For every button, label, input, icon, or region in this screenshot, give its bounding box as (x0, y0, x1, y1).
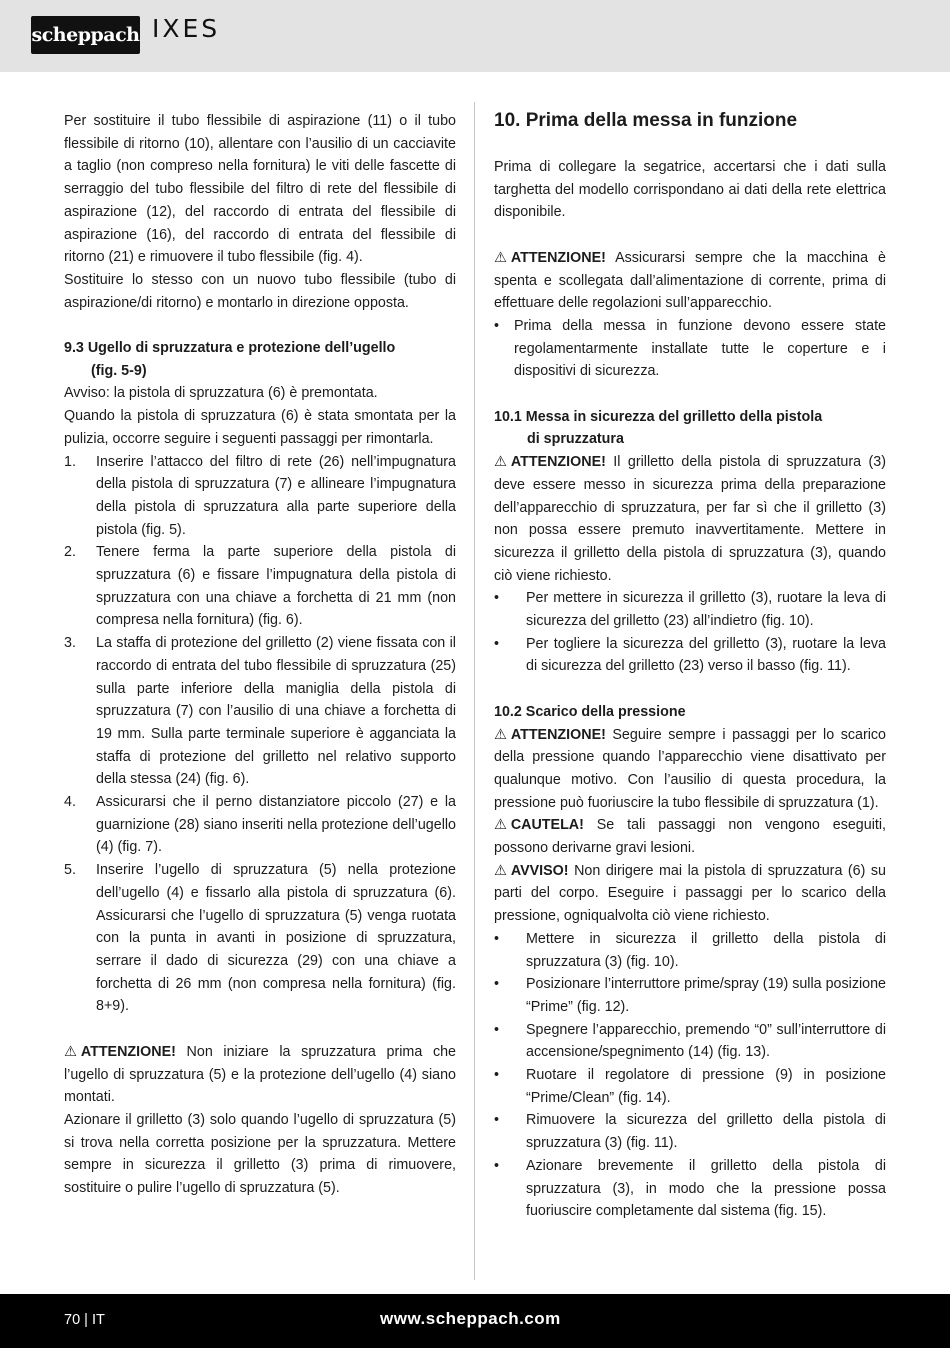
avviso-text: Non dirigere mai la pistola di spruzzatura (6) su parti del corpo. Eseguire i passaggi per lo scarico della pressione, ogniqualvolta ciò viene richiesto. (494, 862, 886, 925)
warning-text: Assicurarsi sempre che la macchina è spenta e scollegata dall’alimentazione di corrente, prima di effettuare delle regolazioni sull’apparecchio. (494, 249, 886, 312)
bullet: • (494, 976, 500, 993)
warning-label: ATTENZIONE! (510, 249, 606, 266)
list-item (494, 928, 886, 973)
step-number: 3. (64, 635, 76, 652)
paragraph-reassembly: Quando la pistola di spruzzatura (6) è stata smontata per la pulizia, occorre seguire i seguenti passaggi per rimontarla. (64, 408, 456, 447)
warning-label: ATTENZIONE! (510, 454, 606, 471)
list-item-text: Mettere in sicurezza il grilletto della pistola di spruzzatura (3) (fig. 10). (526, 930, 886, 970)
warning-icon: ⚠ (494, 249, 507, 266)
paragraph-notice: Avviso: la pistola di spruzzatura (6) è premontata. (64, 385, 378, 402)
numbered-steps (64, 451, 456, 1019)
step-number: 4. (64, 794, 76, 811)
warning-text: Il grilletto della pistola di spruzzatura (3) deve essere messo in sicurezza prima della preparazione dell’apparecchio di spruzzatura, per far sì che il grilletto (3) non possa essere premuto inavvertitamente. Mettere in sicurezza il grilletto della pistola di spruzzatura (3), quando ciò viene richiesto. (494, 454, 886, 584)
step-number: 1. (64, 453, 76, 470)
section-heading-10-2: 10.2 Scarico della pressione (494, 703, 686, 720)
list-item-text: Azionare brevemente il grilletto della pistola di spruzzatura (3), in modo che la pressione possa fuoriuscire completamente dal sistema (fig. 15). (526, 1157, 886, 1220)
list-item-text: Posizionare l’interruttore prime/spray (19) sulla posizione “Prime” (fig. 12). (526, 976, 886, 1015)
ixes-logo: IXES (152, 14, 221, 43)
list-item (494, 1109, 886, 1154)
list-item (494, 1019, 886, 1064)
step-number: 2. (64, 544, 76, 561)
bullet: • (494, 1067, 500, 1084)
right-column (494, 110, 886, 1223)
step-text: Inserire l’ugello di spruzzatura (5) nella protezione dell’ugello (4) e fissarlo alla pistola di spruzzatura (6). Assicurarsi che l’ugello di spruzzatura (5) venga ruotata con la punta in avanti in posizione di spruzzatura, serrare il dado di sicurezza (29) con una chiave a forchetta di 26 mm (non compresa nella fornitura) (fig. 8+9). (96, 862, 456, 1015)
step-item (64, 859, 456, 1018)
bullet: • (494, 1112, 500, 1129)
list-item (494, 633, 886, 678)
warning-spray-start (64, 1041, 456, 1109)
avviso-note (494, 860, 886, 928)
list-item-text: Rimuovere la sicurezza del grilletto della pistola di spruzzatura (3) (fig. 11). (526, 1112, 886, 1152)
step-text: Assicurarsi che il perno distanziatore piccolo (27) e la guarnizione (28) siano inseriti nella protezione dell’ugello (4) (fig. 7). (96, 794, 456, 856)
list-item (494, 315, 886, 383)
heading-10-1-line2: di spruzzatura (527, 431, 624, 448)
list-item-text: Spegnere l’apparecchio, premendo “0” sull’interruttore di accensione/spegnimento (14) (fig. 13). (526, 1021, 886, 1061)
bullet: • (494, 1157, 500, 1174)
caution-label: CAUTELA! (510, 817, 584, 834)
left-column (64, 110, 456, 1200)
paragraph-replace-hose: Sostituire lo stesso con un nuovo tubo flessibile (tubo di aspirazione/di ritorno) e montarlo in direzione opposta. (64, 271, 456, 311)
paragraph-connect: Prima di collegare la segatrice, accertarsi che i dati sulla targhetta del modello corrispondano ai dati della rete elettrica disponibile. (494, 159, 886, 221)
section-heading-10: 10. Prima della messa in funzione (494, 110, 798, 131)
bullet: • (494, 1021, 500, 1038)
warning-label: ATTENZIONE! (510, 726, 606, 743)
list-item (494, 973, 886, 1018)
website-link[interactable]: www.scheppach.com (380, 1309, 561, 1328)
warning-trigger-safety (494, 451, 886, 587)
page-number: 70 | IT (64, 1312, 105, 1328)
warning-icon: ⚠ (494, 454, 507, 471)
warning-label: ATTENZIONE! (80, 1043, 176, 1060)
step-number: 5. (64, 862, 76, 879)
paragraph-hose-replacement: Per sostituire il tubo flessibile di aspirazione (11) o il tubo flessibile di ritorno (10), allentare con l’ausilio di un cacciavite a taglio (non compreso nella fornitura) le viti delle fascette di serraggio del tubo flessibile del filtro di rete del flessibile di aspirazione (12), del raccordo di entrata del flessibile di aspirazione (16), del raccordo di entrata del flessibile di ritorno (21) e rimuovere il tubo flessibile (fig. 4). (64, 113, 456, 266)
warning-icon: ⚠ (494, 817, 507, 834)
warning-icon: ⚠ (494, 862, 507, 879)
bullet: • (494, 590, 500, 607)
list-item (494, 1155, 886, 1223)
bullet: • (494, 317, 500, 334)
step-item (64, 791, 456, 859)
list-item-text: Ruotare il regolatore di pressione (9) in posizione “Prime/Clean” (fig. 14). (526, 1067, 886, 1106)
page-header (0, 0, 950, 72)
warning-icon: ⚠ (494, 726, 507, 743)
heading-9-3-line1: 9.3 Ugello di spruzzatura e protezione dell’ugello (64, 340, 396, 357)
step-text: Inserire l’attacco del filtro di rete (26) nell’impugnatura della pistola di spruzzatura (7) e allineare l’impugnatura della pistola di spruzzatura alla parte superiore della pistola (fig. 5). (96, 453, 456, 538)
list-item-text: Per togliere la sicurezza del grilletto (3), ruotare la leva di sicurezza del grilletto (23) verso il basso (fig. 11). (526, 635, 886, 675)
scheppach-logo: scheppach (31, 16, 140, 54)
heading-9-3-line2: (fig. 5-9) (91, 362, 147, 379)
list-item-text: Per mettere in sicurezza il grilletto (3), ruotare la leva di sicurezza del grilletto (23) all’indietro (fig. 10). (526, 590, 886, 630)
warning-text: Seguire sempre i passaggi per lo scarico della pressione quando l’apparecchio viene disattivato per qualunque motivo. Con l’ausilio di questa procedura, la pressione può fuoriuscire la tubo flessibile di spruzzatura (1). (494, 726, 886, 811)
list-item-text: Prima della messa in funzione devono essere state regolamentarmente installate tutte le coperture e i dispositivi di sicurezza. (514, 317, 886, 380)
section-heading-10-1 (494, 406, 886, 451)
caution-note (494, 814, 886, 859)
step-item (64, 632, 456, 791)
bullet: • (494, 930, 500, 947)
caution-text: Se tali passaggi non vengono eseguiti, possono derivarne gravi lesioni. (494, 817, 886, 857)
column-divider (474, 102, 475, 1280)
warning-icon: ⚠ (64, 1043, 77, 1060)
heading-10-1-line1: 10.1 Messa in sicurezza del grilletto della pistola (494, 408, 823, 425)
warning-text: Non iniziare la spruzzatura prima che l’ugello di spruzzatura (5) e la protezione dell’ugello (4) siano montati. (64, 1043, 456, 1106)
avviso-label: AVVISO! (510, 862, 569, 879)
warning-pressure-relief (494, 724, 886, 815)
step-text: Tenere ferma la parte superiore della pistola di spruzzatura (6) e fissare l’impugnatura della pistola di spruzzatura con una chiave a forchetta di 21 mm (non compresa nella fornitura) (fig. 6). (96, 544, 456, 629)
list-item (494, 587, 886, 632)
warning-power-off (494, 247, 886, 315)
bullet: • (494, 635, 500, 652)
list-item (494, 1064, 886, 1109)
step-item (64, 541, 456, 632)
step-text: La staffa di protezione del grilletto (2) viene fissata con il raccordo di entrata del tubo flessibile di spruzzatura (25) sulla parte inferiore della maniglia della pistola di spruzzatura (7) con l’ausilio di una chiave a forchetta di 19 mm. Sulla parte terminale superiore è agganciata la staffa di protezione del grilletto nel relativo supporto della stessa (24) (fig. 6). (96, 635, 456, 788)
page-footer (0, 1294, 950, 1348)
step-item (64, 451, 456, 542)
paragraph-trigger: Azionare il grilletto (3) solo quando l’ugello di spruzzatura (5) si trova nella corretta posizione per la spruzzatura. Mettere sempre in sicurezza il grilletto (3) prima di rimuovere, sostituire o pulire l’ugello di spruzzatura (5). (64, 1111, 456, 1197)
section-heading-9-3 (64, 337, 456, 382)
